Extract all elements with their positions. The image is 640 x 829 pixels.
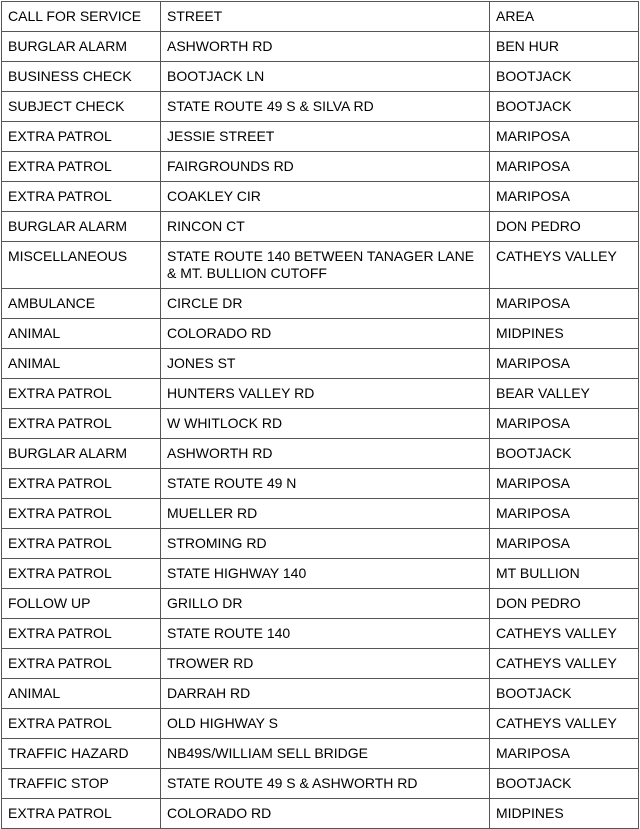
call-for-service-cell: EXTRA PATROL <box>2 379 161 409</box>
header-area: AREA <box>490 2 639 32</box>
table-row <box>2 529 639 559</box>
call-for-service-cell: ANIMAL <box>2 349 161 379</box>
table-row <box>2 439 639 469</box>
calls-for-service-table <box>1 1 639 829</box>
call-for-service-cell: EXTRA PATROL <box>2 709 161 739</box>
street-cell: STATE ROUTE 140 <box>161 619 490 649</box>
area-cell: DON PEDRO <box>490 589 639 619</box>
table-row <box>2 319 639 349</box>
call-for-service-cell: EXTRA PATROL <box>2 182 161 212</box>
table-row <box>2 32 639 62</box>
call-for-service-cell: EXTRA PATROL <box>2 799 161 829</box>
table-row <box>2 769 639 799</box>
call-for-service-cell: FOLLOW UP <box>2 589 161 619</box>
area-cell: MIDPINES <box>490 799 639 829</box>
table-header-row <box>2 2 639 32</box>
call-for-service-cell: BURGLAR ALARM <box>2 212 161 242</box>
street-cell: BOOTJACK LN <box>161 62 490 92</box>
street-cell: FAIRGROUNDS RD <box>161 152 490 182</box>
header-street: STREET <box>161 2 490 32</box>
area-cell: MT BULLION <box>490 559 639 589</box>
street-cell: COAKLEY CIR <box>161 182 490 212</box>
call-for-service-cell: TRAFFIC STOP <box>2 769 161 799</box>
street-cell: COLORADO RD <box>161 319 490 349</box>
area-cell: CATHEYS VALLEY <box>490 242 639 289</box>
area-cell: MARIPOSA <box>490 289 639 319</box>
street-cell: STROMING RD <box>161 529 490 559</box>
table-row <box>2 469 639 499</box>
area-cell: CATHEYS VALLEY <box>490 619 639 649</box>
call-for-service-cell: AMBULANCE <box>2 289 161 319</box>
street-cell: JESSIE STREET <box>161 122 490 152</box>
street-cell: W WHITLOCK RD <box>161 409 490 439</box>
area-cell: BOOTJACK <box>490 439 639 469</box>
call-for-service-cell: MISCELLANEOUS <box>2 242 161 289</box>
table-row <box>2 92 639 122</box>
call-for-service-cell: EXTRA PATROL <box>2 152 161 182</box>
table-row <box>2 799 639 829</box>
street-cell: ASHWORTH RD <box>161 439 490 469</box>
call-for-service-cell: SUBJECT CHECK <box>2 92 161 122</box>
table-row <box>2 122 639 152</box>
table-row <box>2 709 639 739</box>
street-cell: HUNTERS VALLEY RD <box>161 379 490 409</box>
area-cell: MARIPOSA <box>490 349 639 379</box>
table-row <box>2 62 639 92</box>
street-cell: TROWER RD <box>161 649 490 679</box>
call-for-service-cell: EXTRA PATROL <box>2 122 161 152</box>
street-cell: STATE ROUTE 49 S & SILVA RD <box>161 92 490 122</box>
call-for-service-cell: ANIMAL <box>2 319 161 349</box>
street-cell: ASHWORTH RD <box>161 32 490 62</box>
area-cell: MARIPOSA <box>490 739 639 769</box>
street-cell: CIRCLE DR <box>161 289 490 319</box>
table-row <box>2 289 639 319</box>
area-cell: MARIPOSA <box>490 152 639 182</box>
call-for-service-cell: TRAFFIC HAZARD <box>2 739 161 769</box>
table-row <box>2 559 639 589</box>
area-cell: MIDPINES <box>490 319 639 349</box>
area-cell: MARIPOSA <box>490 529 639 559</box>
table-row <box>2 349 639 379</box>
call-for-service-cell: EXTRA PATROL <box>2 559 161 589</box>
area-cell: DON PEDRO <box>490 212 639 242</box>
street-cell: STATE ROUTE 49 S & ASHWORTH RD <box>161 769 490 799</box>
table-row <box>2 679 639 709</box>
call-for-service-cell: BUSINESS CHECK <box>2 62 161 92</box>
table-body <box>2 2 639 829</box>
street-cell: COLORADO RD <box>161 799 490 829</box>
street-cell: OLD HIGHWAY S <box>161 709 490 739</box>
table-row <box>2 379 639 409</box>
area-cell: MARIPOSA <box>490 409 639 439</box>
table-row <box>2 649 639 679</box>
table-row <box>2 499 639 529</box>
area-cell: CATHEYS VALLEY <box>490 649 639 679</box>
street-cell: MUELLER RD <box>161 499 490 529</box>
area-cell: MARIPOSA <box>490 182 639 212</box>
call-for-service-cell: EXTRA PATROL <box>2 619 161 649</box>
area-cell: BEAR VALLEY <box>490 379 639 409</box>
table-row <box>2 242 639 289</box>
street-cell: STATE HIGHWAY 140 <box>161 559 490 589</box>
call-for-service-cell: BURGLAR ALARM <box>2 32 161 62</box>
area-cell: BOOTJACK <box>490 92 639 122</box>
area-cell: BOOTJACK <box>490 769 639 799</box>
area-cell: BEN HUR <box>490 32 639 62</box>
call-for-service-cell: EXTRA PATROL <box>2 499 161 529</box>
area-cell: BOOTJACK <box>490 679 639 709</box>
call-for-service-cell: EXTRA PATROL <box>2 529 161 559</box>
street-cell: STATE ROUTE 140 BETWEEN TANAGER LANE & MT. BULLION CUTOFF <box>161 242 490 289</box>
table-row <box>2 409 639 439</box>
area-cell: MARIPOSA <box>490 122 639 152</box>
area-cell: MARIPOSA <box>490 499 639 529</box>
call-for-service-cell: ANIMAL <box>2 679 161 709</box>
table-row <box>2 619 639 649</box>
table-row <box>2 152 639 182</box>
table-row <box>2 589 639 619</box>
area-cell: CATHEYS VALLEY <box>490 709 639 739</box>
street-cell: RINCON CT <box>161 212 490 242</box>
table-row <box>2 212 639 242</box>
street-cell: JONES ST <box>161 349 490 379</box>
table-row <box>2 182 639 212</box>
area-cell: MARIPOSA <box>490 469 639 499</box>
call-for-service-cell: EXTRA PATROL <box>2 649 161 679</box>
street-cell: GRILLO DR <box>161 589 490 619</box>
street-cell: NB49S/WILLIAM SELL BRIDGE <box>161 739 490 769</box>
street-cell: DARRAH RD <box>161 679 490 709</box>
header-call-for-service: CALL FOR SERVICE <box>2 2 161 32</box>
call-for-service-cell: EXTRA PATROL <box>2 409 161 439</box>
street-cell: STATE ROUTE 49 N <box>161 469 490 499</box>
call-for-service-cell: EXTRA PATROL <box>2 469 161 499</box>
area-cell: BOOTJACK <box>490 62 639 92</box>
table-row <box>2 739 639 769</box>
call-for-service-cell: BURGLAR ALARM <box>2 439 161 469</box>
